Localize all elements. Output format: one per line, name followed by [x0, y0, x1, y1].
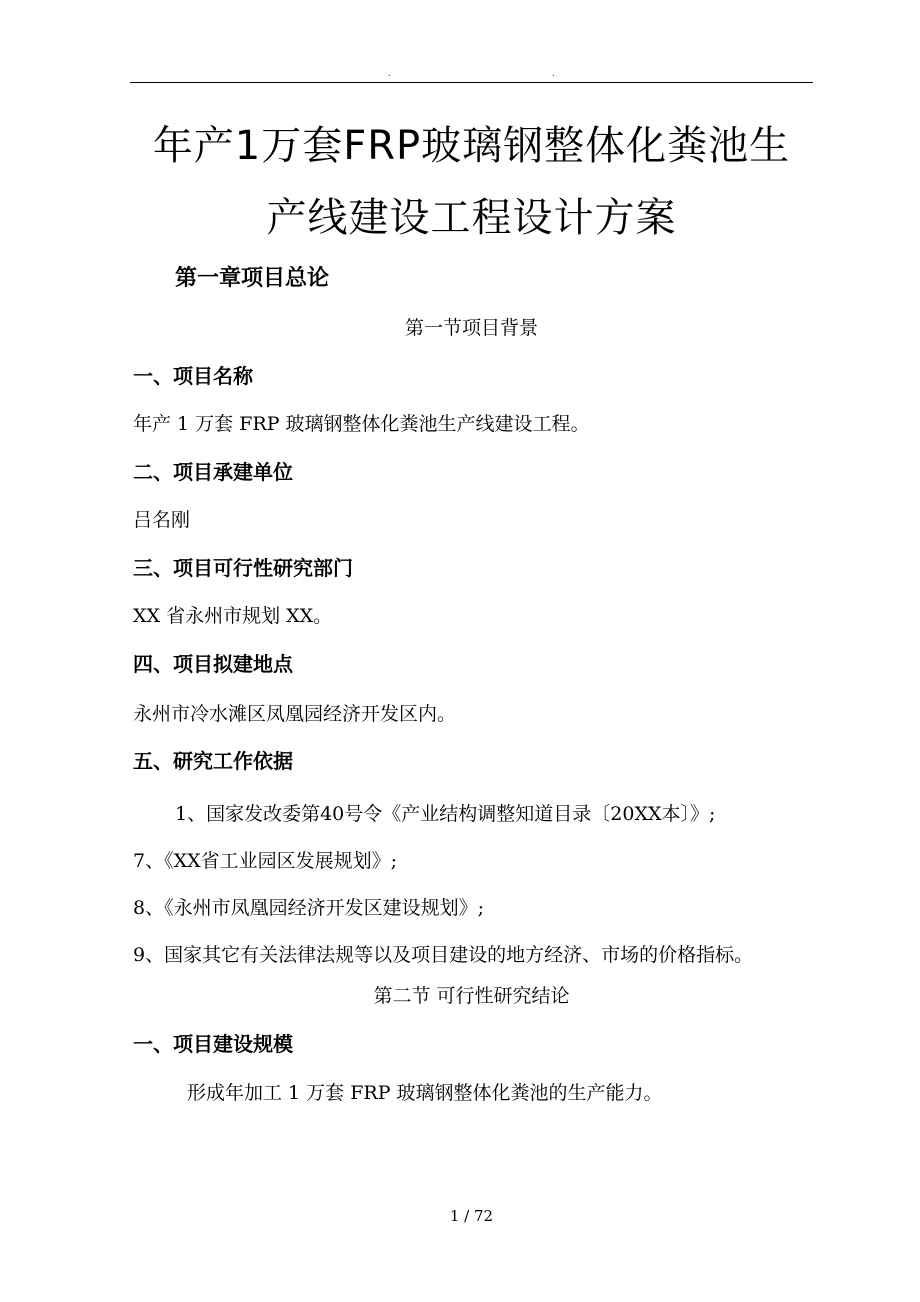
basis-item-9: 9、国家其它有关法律法规等以及项目建设的地方经济、市场的价格指标。 — [133, 944, 754, 966]
header-dot-left: . — [388, 69, 391, 78]
section-1-title: 第一节项目背景 — [404, 317, 538, 339]
document-title-line-2: 产线建设工程设计方案 — [266, 195, 677, 241]
item-3-heading: 三、项目可行性研究部门 — [133, 556, 353, 580]
header-dot-right: . — [552, 69, 555, 78]
header-rule — [130, 82, 813, 83]
section-2-title: 第二节 可行性研究结论 — [373, 985, 570, 1007]
document-title-line-1: 年产1万套FRP玻璃钢整体化粪池生 — [152, 123, 791, 169]
item-1-text: 年产 1 万套 FRP 玻璃钢整体化粪池生产线建设工程。 — [133, 413, 590, 435]
item-2-text: 吕名刚 — [133, 509, 191, 531]
item-2-heading: 二、项目承建单位 — [133, 460, 293, 484]
page-number: 1 / 72 — [449, 1207, 494, 1225]
item-4-text: 永州市冷水滩区凤凰园经济开发区内。 — [133, 703, 457, 725]
item-5-heading: 五、研究工作依据 — [133, 749, 293, 773]
section-2-item-1-text: 形成年加工 1 万套 FRP 玻璃钢整体化粪池的生产能力。 — [187, 1082, 663, 1104]
basis-item-7: 7、《XX省工业园区发展规划》; — [133, 850, 398, 872]
item-4-heading: 四、项目拟建地点 — [133, 652, 293, 676]
basis-item-1: 1、国家发改委第40号令《产业结构调整知道目录〔20XX本〕》; — [175, 803, 716, 825]
section-2-item-1-heading: 一、项目建设规模 — [133, 1032, 293, 1056]
chapter-title: 第一章项目总论 — [175, 266, 330, 291]
item-3-text: XX 省永州市规划 XX。 — [133, 605, 333, 627]
basis-item-8: 8、《永州市凤凰园经济开发区建设规划》; — [133, 897, 484, 919]
item-1-heading: 一、项目名称 — [133, 364, 253, 388]
